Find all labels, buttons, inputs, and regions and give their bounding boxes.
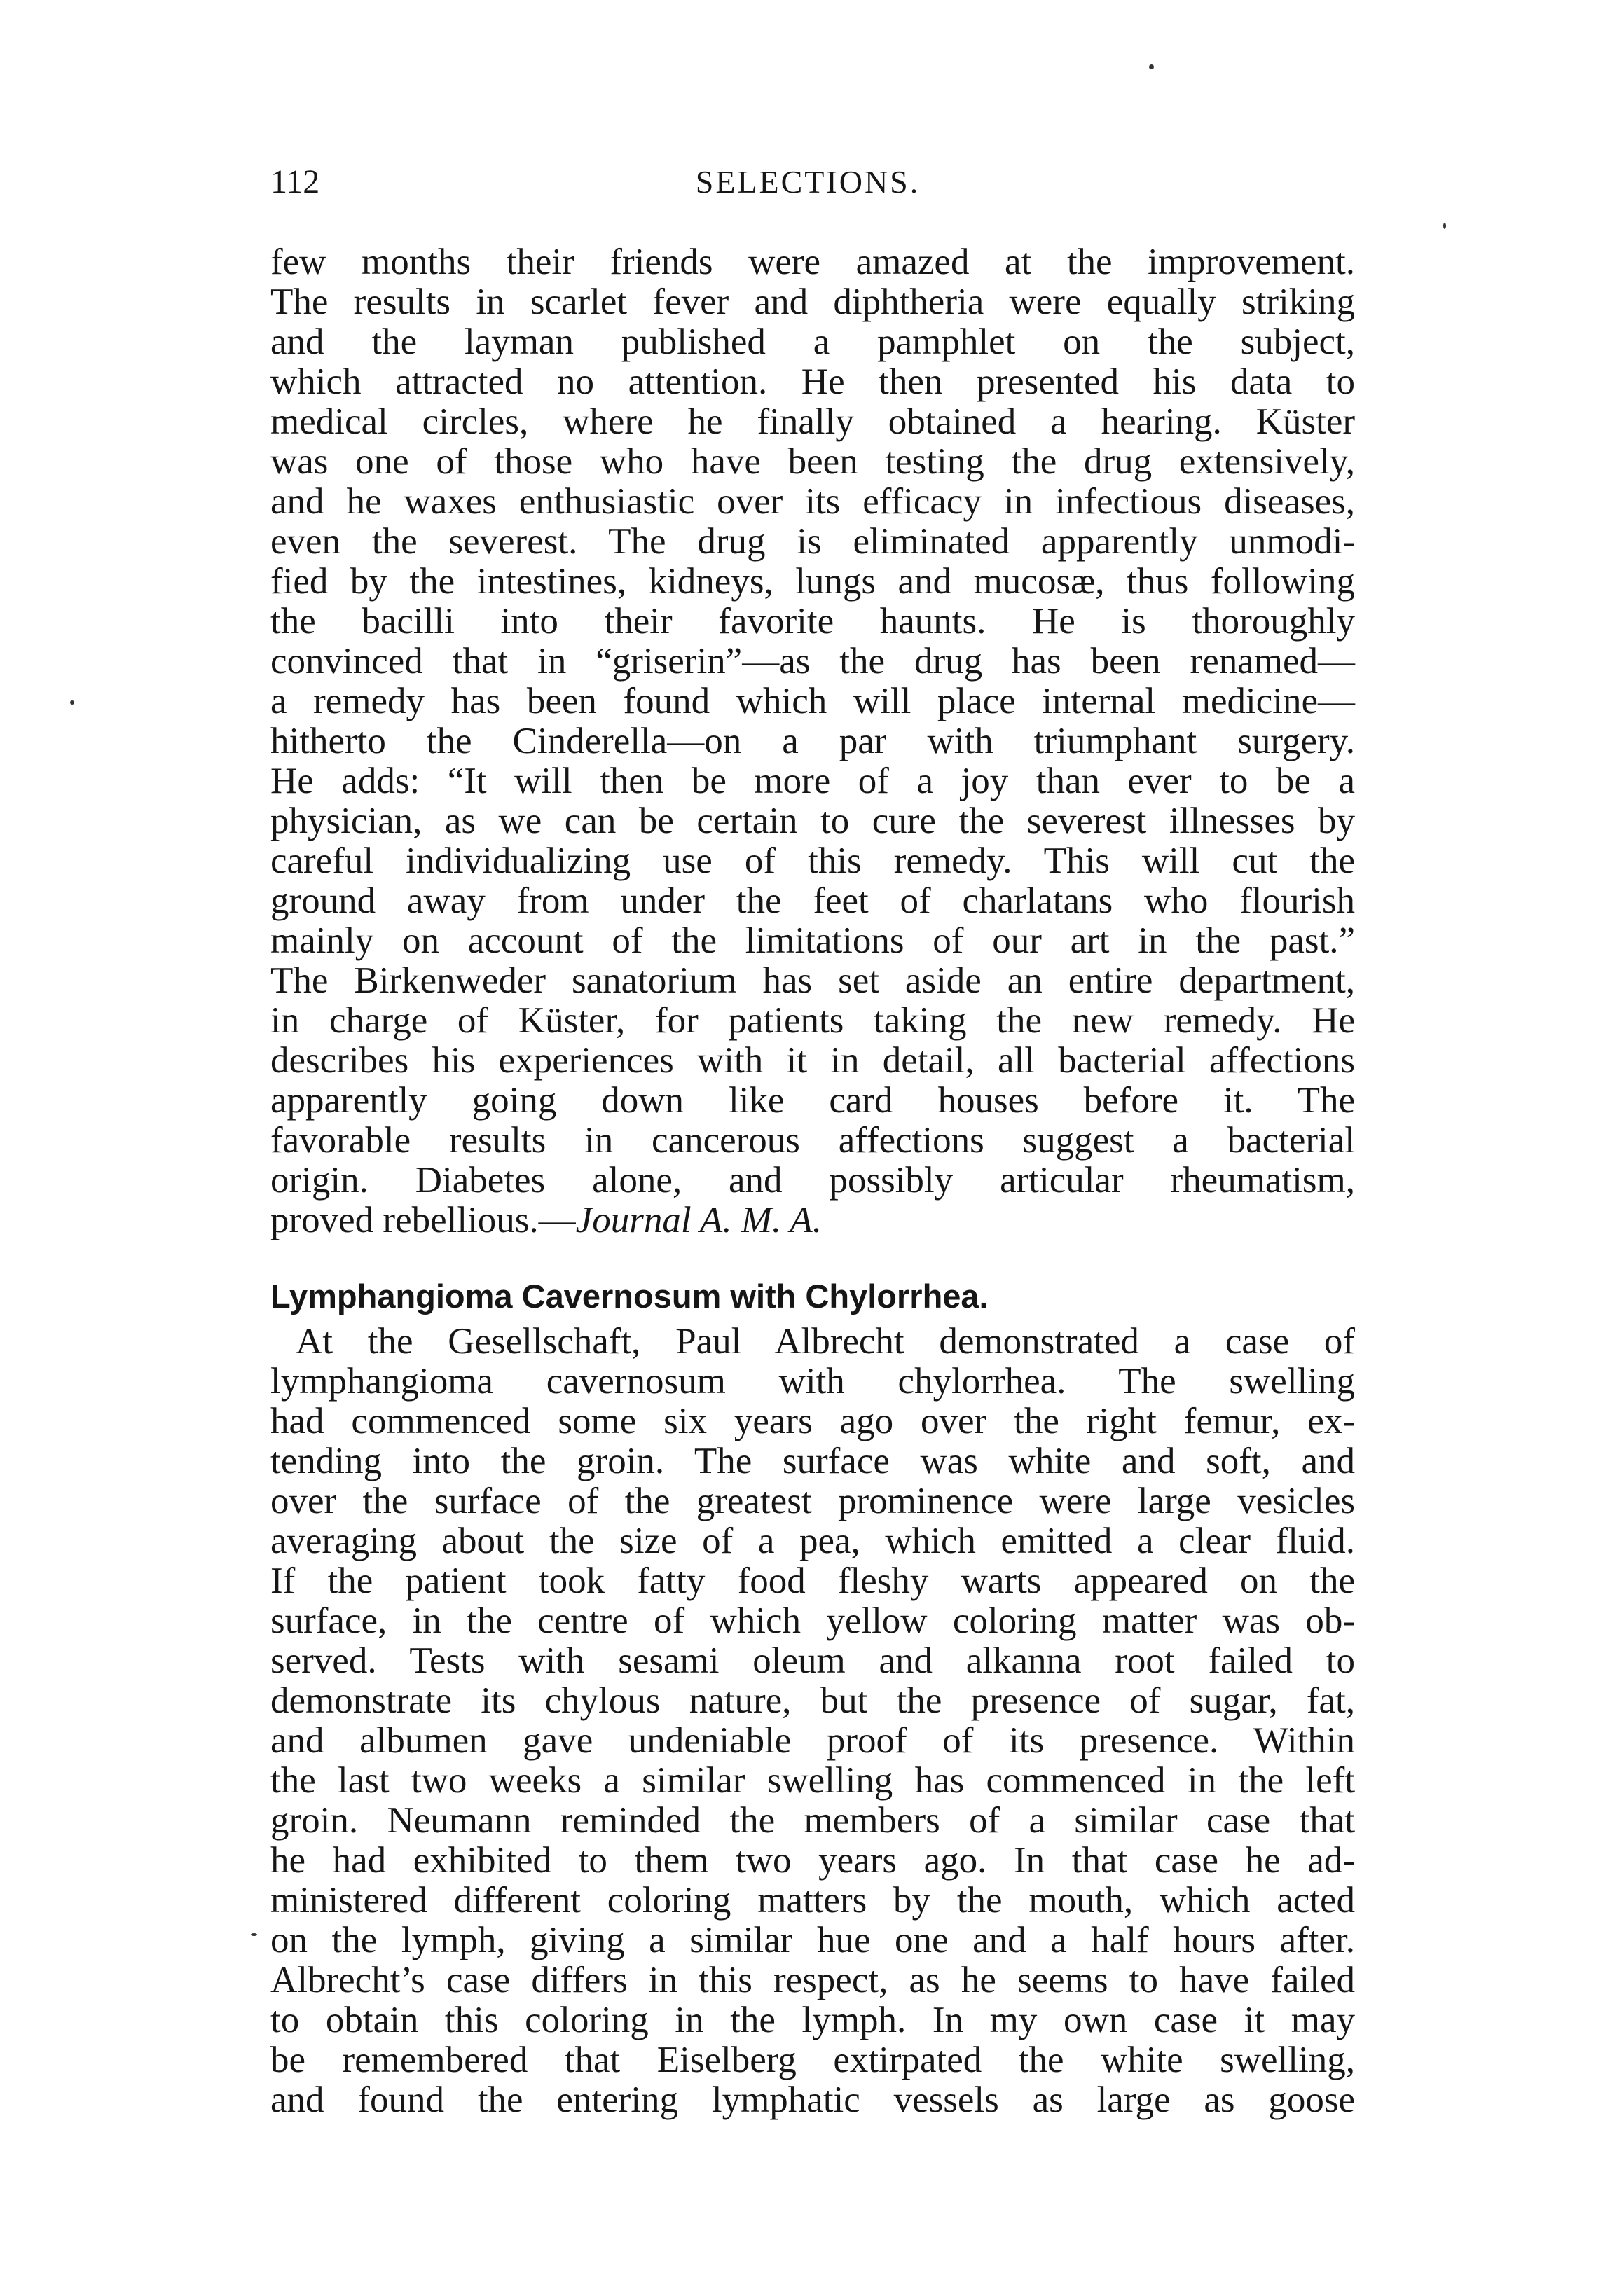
text-line: and the layman published a pamphlet on the subject,	[270, 321, 1355, 362]
text-line: to obtain this coloring in the lymph. In my own case it may	[270, 2000, 1355, 2040]
text-line: favorable results in cancerous affections suggest a bacterial	[270, 1120, 1355, 1161]
scan-speck	[1443, 223, 1446, 229]
text-line: averaging about the size of a pea, which emitted a clear fluid.	[270, 1521, 1355, 1561]
journal-citation: Journal A. M. A.	[575, 1200, 823, 1240]
running-head: SELECTIONS.	[695, 164, 921, 200]
page-header	[270, 161, 1345, 203]
section-title: Lymphangioma Cavernosum with Chylorrhea.	[270, 1278, 989, 1315]
text-line: ministered different coloring matters by the mouth, which acted	[270, 1880, 1355, 1921]
body-text	[270, 242, 1355, 2120]
text-line: even the severest. The drug is eliminated apparently unmodi-	[270, 521, 1355, 562]
text-line: the last two weeks a similar swelling has commenced in the left	[270, 1760, 1355, 1801]
text-line: The results in scarlet fever and diphtheria were equally striking	[270, 282, 1355, 322]
text-line: physician, as we can be certain to cure the severest illnesses by	[270, 801, 1355, 841]
text-line: lymphangioma cavernosum with chylorrhea. The swelling	[270, 1361, 1355, 1402]
text-line: At the Gesellschaft, Paul Albrecht demonstrated a case of	[296, 1321, 1355, 1362]
text-line: and he waxes enthusiastic over its efficacy in infectious diseases,	[270, 481, 1355, 522]
text-line: fied by the intestines, kidneys, lungs and mucosæ, thus following	[270, 561, 1355, 602]
text-line: demonstrate its chylous nature, but the presence of sugar, fat,	[270, 1680, 1355, 1721]
text-line: origin. Diabetes alone, and possibly articular rheumatism,	[270, 1160, 1355, 1201]
text-line-last	[270, 1201, 1355, 1240]
text-line: be remembered that Eiselberg extirpated the white swelling,	[270, 2040, 1355, 2080]
text-line: in charge of Küster, for patients taking the new remedy. He	[270, 1000, 1355, 1041]
text-line: mainly on account of the limitations of our art in the past.”	[270, 920, 1355, 961]
text-line: tending into the groin. The surface was white and soft, and	[270, 1441, 1355, 1481]
text-line: surface, in the centre of which yellow coloring matter was ob-	[270, 1600, 1355, 1641]
text-line: had commenced some six years ago over the right femur, ex-	[270, 1401, 1355, 1441]
text-line: describes his experiences with it in detail, all bacterial affections	[270, 1040, 1355, 1081]
text-line: groin. Neumann reminded the members of a similar case that	[270, 1800, 1355, 1841]
text-line: hitherto the Cinderella—on a par with triumphant surgery.	[270, 721, 1355, 761]
scan-speck	[251, 1933, 257, 1936]
text-line: and albumen gave undeniable proof of its presence. Within	[270, 1720, 1355, 1761]
text-line: the bacilli into their favorite haunts. He is thoroughly	[270, 601, 1355, 642]
text-line: apparently going down like card houses before it. The	[270, 1080, 1355, 1121]
text-line: he had exhibited to them two years ago. In that case he ad-	[270, 1840, 1355, 1881]
paragraph-griserin	[270, 242, 1355, 1240]
text-line: If the patient took fatty food fleshy warts appeared on the	[270, 1561, 1355, 1601]
text-line: careful individualizing use of this remedy. This will cut the	[270, 841, 1355, 881]
scan-speck	[1149, 64, 1154, 69]
closing-text: proved rebellious.—	[270, 1200, 576, 1240]
text-line: on the lymph, giving a similar hue one and a half hours after.	[270, 1920, 1355, 1960]
text-line: medical circles, where he finally obtained a hearing. Küster	[270, 401, 1355, 442]
text-line: The Birkenweder sanatorium has set aside an entire department,	[270, 960, 1355, 1001]
text-line: ground away from under the feet of charlatans who flourish	[270, 880, 1355, 921]
text-line: He adds: “It will then be more of a joy than ever to be a	[270, 761, 1355, 801]
text-line: served. Tests with sesami oleum and alkanna root failed to	[270, 1640, 1355, 1681]
text-line: a remedy has been found which will place internal medicine—	[270, 681, 1355, 721]
text-line: convinced that in “griserin”—as the drug has been renamed—	[270, 641, 1355, 682]
text-line: Albrecht’s case differs in this respect, as he seems to have failed	[270, 1960, 1355, 2000]
text-line: was one of those who have been testing the drug extensively,	[270, 441, 1355, 482]
text-line: few months their friends were amazed at the improvement.	[270, 242, 1355, 282]
text-line: over the surface of the greatest prominence were large vesicles	[270, 1481, 1355, 1521]
scan-speck	[70, 700, 74, 705]
page-number: 112	[270, 163, 320, 200]
text-line: and found the entering lymphatic vessels as large as goose	[270, 2080, 1355, 2120]
text-line: which attracted no attention. He then presented his data to	[270, 361, 1355, 402]
paragraph-lymphangioma	[270, 1322, 1355, 2120]
